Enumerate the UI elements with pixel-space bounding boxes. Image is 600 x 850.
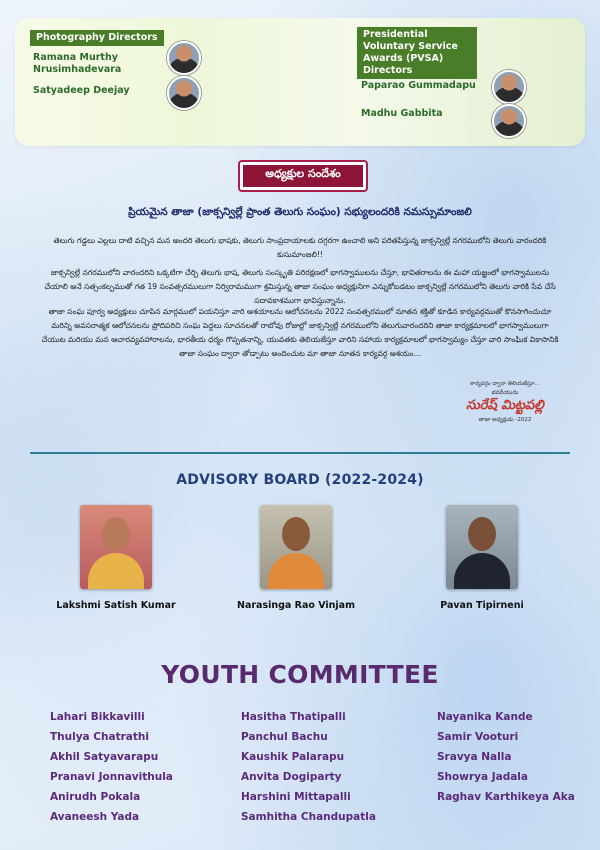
- list-item: Panchul Bachu: [241, 731, 328, 743]
- list-item: Samhitha Chandupatla: [241, 811, 376, 823]
- advisory-photo: [446, 505, 518, 589]
- photography-directors-heading: Photography Directors: [30, 30, 164, 46]
- pvsa-directors-heading: Presidential Voluntary Service Awards (PVSA) Directors: [357, 27, 477, 79]
- list-item: Nayanika Kande: [437, 711, 533, 723]
- youth-column-1: [50, 707, 173, 827]
- list-item: Lahari Bikkavilli: [50, 711, 145, 723]
- avatar: [167, 41, 201, 75]
- youth-column-3: [437, 707, 575, 807]
- message-paragraph: జాక్సన్విల్లే నగరములోని వారందరిని ఒక్కటిగా చేర్చి తెలుగు భాష, తెలుగు సంస్కృతి పరిరక్షణలో భాగస్వాములను చేస్తూ, భావితరాలను ఈ మహా యజ్ఞంలో భాగస్వాములను చేయాలి అనే సత్సంకల్పముతో గత 19 సంవత్సరములుగా నిర్విరామముగా శ్రమిస్తున్న తాజా సంఘం అధ్యక్షునిగా ఎన్నుకోబడటం జాక్సన్విల్లే నగరములోని తెలుగు వారికి సేవ చేసే సదావకాశముగా భావిస్తున్నాను.: [44, 268, 556, 305]
- advisory-member-name: Narasinga Rao Vinjam: [237, 600, 355, 611]
- photo-director-name: Satyadeep Deejay: [33, 85, 130, 96]
- message-paragraph: తెలుగు గడ్డలు ఎల్లలు దాటి వచ్చిన మన అందరి తెలుగు భాషకు, తెలుగు సాంప్రదాయాలకు దగ్గరగా ఉంచాలి అని పరితపిస్తున్న జాక్సన్విల్లే నగరములోని తెలుగు వారందరికి కుసుమాంజలి!!: [53, 236, 547, 259]
- list-item: Hasitha Thatipalli: [241, 711, 346, 723]
- advisory-photo: [80, 505, 152, 589]
- list-item: Pranavi Jonnavithula: [50, 771, 173, 783]
- avatar: [492, 104, 526, 138]
- signature-role: భవదీయుడు: [491, 390, 519, 396]
- message-title: అధ్యక్షుల సందేశం: [243, 165, 363, 187]
- youth-column-2: [241, 707, 376, 827]
- advisory-board-heading: ADVISORY BOARD (2022-2024): [176, 472, 424, 488]
- photo-director-name: Ramana Murthy Nrusimhadevara: [33, 52, 122, 75]
- list-item: Thulya Chatrathi: [50, 731, 149, 743]
- directors-banner: [15, 18, 585, 146]
- advisory-member-name: Lakshmi Satish Kumar: [56, 600, 176, 611]
- list-item: Showrya Jadala: [437, 771, 528, 783]
- signature-title: తాజా అధ్యక్షుడు -2022: [478, 417, 532, 423]
- signature-name: సురేష్ మిట్టపల్లి: [466, 398, 544, 413]
- message-title-badge: [238, 160, 368, 192]
- list-item: Anirudh Pokala: [50, 791, 141, 803]
- list-item: Avaneesh Yada: [50, 811, 140, 823]
- avatar: [492, 70, 526, 104]
- list-item: Harshini Mittapalli: [241, 791, 351, 803]
- list-item: Sravya Nalla: [437, 751, 512, 763]
- section-divider: [30, 452, 570, 454]
- list-item: Kaushik Palarapu: [241, 751, 345, 763]
- message-greeting: ప్రియమైన తాజా (జాక్సన్విల్లే ప్రాంత తెలుగు సంఘం) సభ్యులందరికి నమస్సుమాంజలి: [128, 206, 472, 218]
- list-item: Samir Vooturi: [437, 731, 519, 743]
- advisory-member-name: Pavan Tipirneni: [440, 600, 524, 611]
- message-paragraph: తాజా సంఘ పూర్వ అధ్యక్షులు చూపిన మార్గములో పయనిస్తూ వారి ఆశయాలను ఆలోచనలను 2022 సంవత్సరములో నూతన శక్తితో కూడిన కార్యవర్గముతో కొనసాగించుచూ మరిన్ని అవసరాత్మక ఆలోచనలను ప్రోదిపరిచి సంఘ పెద్దలు సూచనలతో రాబోవు రోజుల్లో జాక్సన్విల్లే నగరములోని తెలుగువారందరిని తాజా కార్యక్రమాలలో భాగస్వాములుగా చేయుట మరియు మన ఆచారవ్యవహారాలను, భారతీయ ధర్మం గొప్పతనాన్ని, యువతకు తెలియజేస్తూ వారిని సహాయ కార్యక్రమాలలో భాగస్వామ్యం చేస్తూ వారి సాంఘిక వికాసానికి తాజా సంఘం ద్వారా తోడ్పాటు అందించుట మా తాజా నూతన కార్యవర్గ ఆశయం...: [41, 307, 559, 358]
- list-item: Raghav Karthikeya Aka: [437, 791, 575, 803]
- list-item: Anvita Dogiparty: [241, 771, 342, 783]
- pvsa-director-name: Paparao Gummadapu: [361, 80, 476, 91]
- pvsa-director-name: Madhu Gabbita: [361, 108, 443, 119]
- youth-committee-heading: YOUTH COMMITTEE: [161, 660, 439, 689]
- advisory-photo: [260, 505, 332, 589]
- list-item: Akhil Satyavarapu: [50, 751, 159, 763]
- signature-note: కార్యవర్గం ద్వారా తెలియజేస్తూ...: [470, 381, 540, 387]
- avatar: [167, 76, 201, 110]
